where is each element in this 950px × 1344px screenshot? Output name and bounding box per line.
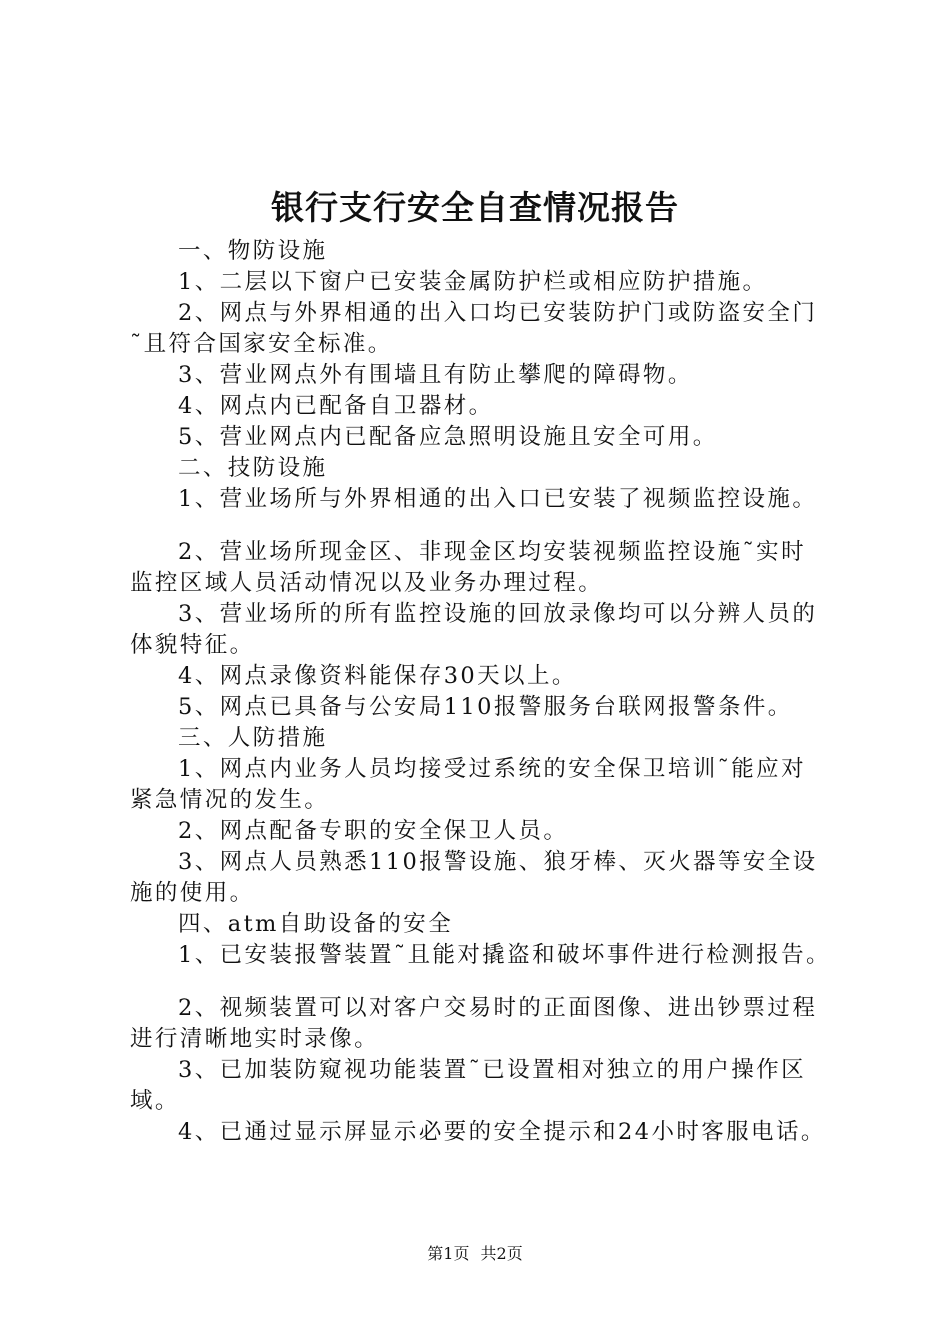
paragraph-line: 4、已通过显示屏显示必要的安全提示和24小时客服电话。 — [178, 1119, 826, 1145]
paragraph-gap — [130, 515, 850, 537]
section-heading: 四、atm自助设备的安全 — [178, 911, 454, 937]
section-heading: 二、技防设施 — [178, 455, 328, 481]
document-title: 银行支行安全自查情况报告 — [271, 188, 679, 227]
paragraph-line: 紧急情况的发生。 — [130, 787, 330, 813]
paragraph-line: 2、网点配备专职的安全保卫人员。 — [178, 818, 569, 844]
paragraph-line: 1、营业场所与外界相通的出入口已安装了视频监控设施。 — [178, 486, 818, 512]
page-footer — [0, 1243, 950, 1265]
paragraph-line: 3、营业场所的所有监控设施的回放录像均可以分辨人员的 — [178, 601, 818, 627]
paragraph-line: 体貌特征。 — [130, 632, 255, 658]
document-body — [130, 236, 850, 1148]
paragraph-line: 监控区域人员活动情况以及业务办理过程。 — [130, 570, 604, 596]
paragraph-line: 1、网点内业务人员均接受过系统的安全保卫培训˜能应对 — [178, 756, 806, 782]
paragraph-line: 5、网点已具备与公安局110报警服务台联网报警条件。 — [178, 694, 793, 720]
page-number: 第1页 — [427, 1244, 470, 1263]
paragraph-line: 施的使用。 — [130, 880, 255, 906]
paragraph-line: 进行清晰地实时录像。 — [130, 1026, 380, 1052]
paragraph-line: 4、网点内已配备自卫器材。 — [178, 393, 494, 419]
paragraph-line: 5、营业网点内已配备应急照明设施且安全可用。 — [178, 424, 718, 450]
paragraph-line: 1、已安装报警装置˜且能对撬盗和破坏事件进行检测报告。 — [178, 942, 831, 968]
paragraph-gap — [130, 971, 850, 993]
page-total: 共2页 — [480, 1244, 523, 1263]
paragraph-line: 2、视频装置可以对客户交易时的正面图像、进出钞票过程 — [178, 995, 818, 1021]
paragraph-line: 3、营业网点外有围墙且有防止攀爬的障碍物。 — [178, 362, 693, 388]
paragraph-line: 1、二层以下窗户已安装金属防护栏或相应防护措施。 — [178, 269, 768, 295]
section-heading: 三、人防措施 — [178, 725, 328, 751]
paragraph-line: 3、网点人员熟悉110报警设施、狼牙棒、灭火器等安全设 — [178, 849, 818, 875]
paragraph-line: 2、营业场所现金区、非现金区均安装视频监控设施˜实时 — [178, 539, 806, 565]
paragraph-line: ˜且符合国家安全标准。 — [130, 331, 393, 357]
paragraph-line: 3、已加装防窥视功能装置˜已设置相对独立的用户操作区 — [178, 1057, 806, 1083]
paragraph-line: 4、网点录像资料能保存30天以上。 — [178, 663, 577, 689]
paragraph-line: 域。 — [130, 1088, 180, 1114]
paragraph-line: 2、网点与外界相通的出入口均已安装防护门或防盗安全门 — [178, 300, 818, 326]
section-heading: 一、物防设施 — [178, 238, 328, 264]
